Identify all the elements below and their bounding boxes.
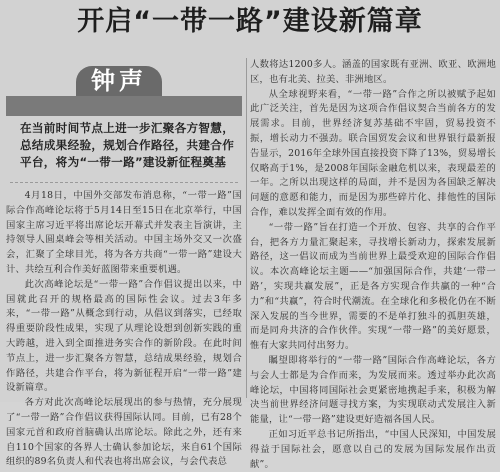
left-column — [6, 56, 242, 468]
deck-summary: 在当前时间节点上进一步汇聚各方智慧，总结成果经验，规划合作路径，共建合作平台，将为“一带一路”建设新征程奠基 — [20, 121, 235, 169]
body-paragraph: 瞩望即将举行的“一带一路”国际合作高峰论坛，各方与会人士都是为合作而来，为发展而来。透过举办此次高峰论坛，中国将同国际社会更紧密地携起手来，积极为解决当前世界经济问题寻找方案，为实现联动式发展注入新能量，让“一带一路”建设更好造福各国人民。 — [250, 354, 496, 426]
column-tag: 钟声 — [91, 67, 147, 95]
body-paragraph: 此次高峰论坛是“一带一路”合作倡议提出以来，中国就此召开的规格最高的国际性会议。过去3年多来，“一带一路”从概念到行动，从倡议到落实，已经取得重要阶段性成果，实现了从理论设想到创新实践的重大跨越，进入到全面推进务实合作的新阶段。在此时间节点上，进一步汇聚各方智慧，总结成果经验，规划合作路径，共建合作平台，将为新征程开启“一带一路”建设新篇章。 — [6, 278, 242, 394]
masthead-bar — [6, 96, 242, 116]
column-masthead — [6, 56, 242, 118]
column-divider — [246, 58, 247, 398]
headline: 开启“一带一路”建设新篇章 — [77, 6, 423, 37]
body-paragraph: 正如习近平总书记所指出，“中国人民深知，中国发展得益于国际社会，愿意以自己的发展为国际发展作出贡献”。 — [250, 428, 496, 470]
deck-divider — [10, 176, 238, 183]
body-paragraph: “一带一路”旨在打造一个开放、包容、共享的合作平台，把各方力量汇聚起来，寻找增长新动力，探索发展新路径，这一倡议而成为当前世界上最受欢迎的国际合作倡议。本次高峰论坛主题——“加强国际合作，共建‘一带一路’，实现共赢发展”，正是各方实现合作共赢的一种“合力”和“共赢”，符合时代潮流。在全球化和多极化仍在不断深入发展的当今世界，需要的不是单打独斗的孤胆英雄，而是同舟共济的合作伙伴。实现“一带一路”的美好愿景，惟有大家共同付出努力。 — [250, 221, 496, 352]
body-paragraph: 从全球视野来看，“一带一路”合作之所以被赋予起如此广泛关注，首先是因为这项合作倡议契合当前各方的发展需求。目前，世界经济复苏基础不牢固，贸易投资不振，增长动力不强劲。联合国贸发会议和世界银行最新报告显示，2016年全球外国直接投资下降了13%，贸易增长仅略高于1%，是2008年国际金融危机以来，表现最差的一年。之所以出现这样的局面，并不是因为各国缺乏解决问题的意愿和能力，而是因为那些碎片化、排他性的国际合作，难以发挥全面有效的作用。 — [250, 88, 496, 218]
right-column — [250, 58, 496, 470]
body-paragraph: 4月18日，中国外交部发布消息称，“一带一路”国际合作高峰论坛将于5月14日至15日在北京举行，中国国家主席习近平将出席论坛开幕式并发表主旨演讲，主持领导人圆桌峰会等相关活动。中国主场外交又一次盛会，汇聚了全球目光，将为各方共商“一带一路”建设大计、共绘互利合作美好蓝图带来重要机遇。 — [6, 190, 242, 275]
right-body — [250, 58, 496, 472]
body-paragraph: 人数将达1200多人。涵盖的国家既有亚洲、欧亚、欧洲地区，也有北美、拉美、非洲地区。 — [250, 59, 496, 85]
body-paragraph: 各方对此次高峰论坛展现出的参与热情，充分展现了“一带一路”合作倡议获得国际认同。目前，已有28个国家元首和政府首脑确认出席论坛。除此之外，还有来自110个国家的各界人士确认参加论坛，来自61个国际组织的89名负责人和代表也将出席会议，与会代表总 — [6, 397, 242, 468]
left-body — [6, 189, 242, 470]
